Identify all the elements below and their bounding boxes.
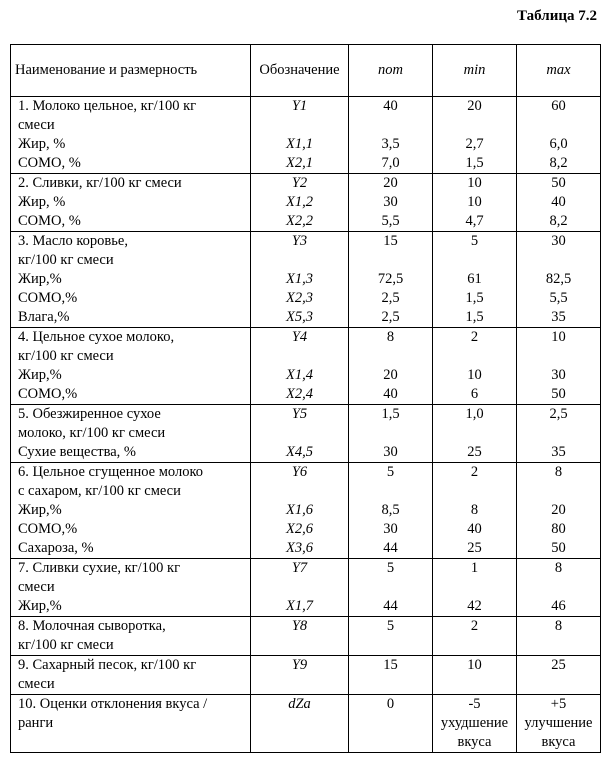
cell-text: 20 bbox=[383, 367, 398, 383]
cell-text: 10 bbox=[467, 657, 482, 673]
cell-spacer bbox=[437, 116, 512, 135]
symbol-cell bbox=[251, 559, 349, 617]
cell-text: улучшение bbox=[524, 715, 593, 731]
cell-text: 5. Обезжиренное сухое bbox=[18, 406, 161, 422]
cell-text: 5,5 bbox=[549, 290, 568, 306]
cell-text: +5 bbox=[550, 696, 567, 712]
cell-spacer bbox=[521, 347, 596, 366]
cell-text: 10 bbox=[467, 194, 482, 210]
cell-spacer bbox=[437, 424, 512, 443]
min-cell bbox=[433, 695, 517, 753]
cell-text: СОМО,% bbox=[18, 521, 78, 537]
table-row bbox=[11, 617, 601, 656]
symbol-cell bbox=[251, 97, 349, 174]
cell-text: Y5 bbox=[291, 406, 308, 422]
cell-text: 1. Молоко цельное, кг/100 кг bbox=[18, 98, 197, 114]
cell-spacer bbox=[255, 675, 344, 694]
cell-text: вкуса bbox=[457, 734, 492, 750]
name-cell bbox=[11, 174, 251, 232]
cell-text: Y4 bbox=[291, 329, 308, 345]
cell-text: 20 bbox=[551, 502, 566, 518]
name-cell bbox=[11, 559, 251, 617]
cell-text: смеси bbox=[18, 676, 55, 692]
cell-text: 30 bbox=[551, 367, 566, 383]
cell-text: 8,2 bbox=[549, 213, 568, 229]
max-cell bbox=[517, 174, 601, 232]
cell-spacer bbox=[437, 636, 512, 655]
min-cell bbox=[433, 463, 517, 559]
min-cell bbox=[433, 97, 517, 174]
cell-spacer bbox=[521, 675, 596, 694]
symbol-cell bbox=[251, 463, 349, 559]
cell-text: X2,6 bbox=[286, 521, 313, 537]
cell-text: 5,5 bbox=[381, 213, 400, 229]
cell-text: 9. Сахарный песок, кг/100 кг bbox=[18, 657, 197, 673]
table-row bbox=[11, 174, 601, 232]
cell-text: 44 bbox=[383, 598, 398, 614]
cell-text: 2,5 bbox=[381, 290, 400, 306]
nom-cell bbox=[349, 617, 433, 656]
cell-text: кг/100 кг смеси bbox=[18, 637, 114, 653]
cell-text: X2,2 bbox=[286, 213, 313, 229]
cell-text: 2,7 bbox=[465, 136, 484, 152]
symbol-cell bbox=[251, 695, 349, 753]
symbol-cell bbox=[251, 405, 349, 463]
symbol-cell bbox=[251, 617, 349, 656]
cell-text: Жир,% bbox=[18, 598, 62, 614]
cell-text: Y2 bbox=[291, 175, 308, 191]
cell-spacer bbox=[255, 424, 344, 443]
cell-spacer bbox=[437, 482, 512, 501]
table-row bbox=[11, 463, 601, 559]
cell-text: Сахароза, % bbox=[18, 540, 94, 556]
cell-spacer bbox=[255, 347, 344, 366]
cell-spacer bbox=[521, 116, 596, 135]
name-cell bbox=[11, 232, 251, 328]
cell-text: 7. Сливки сухие, кг/100 кг bbox=[18, 560, 181, 576]
cell-spacer bbox=[521, 251, 596, 270]
cell-text: 42 bbox=[467, 598, 482, 614]
cell-text: 35 bbox=[551, 309, 566, 325]
name-cell bbox=[11, 656, 251, 695]
cell-text: 8 bbox=[554, 618, 563, 634]
cell-text: 0 bbox=[386, 696, 395, 712]
table-row bbox=[11, 695, 601, 753]
cell-text: 8,2 bbox=[549, 155, 568, 171]
cell-spacer bbox=[353, 116, 428, 135]
cell-text: X2,1 bbox=[286, 155, 313, 171]
cell-text: Жир,% bbox=[18, 502, 62, 518]
cell-spacer bbox=[353, 347, 428, 366]
cell-text: СОМО, % bbox=[18, 213, 81, 229]
cell-text: 50 bbox=[551, 175, 566, 191]
cell-text: Y1 bbox=[291, 98, 308, 114]
nom-cell bbox=[349, 97, 433, 174]
cell-text: 1,5 bbox=[465, 290, 484, 306]
cell-text: 15 bbox=[383, 657, 398, 673]
cell-text: 2 bbox=[470, 464, 479, 480]
cell-text: X5,3 bbox=[286, 309, 313, 325]
symbol-cell bbox=[251, 656, 349, 695]
cell-text: 50 bbox=[551, 540, 566, 556]
cell-text: 50 bbox=[551, 386, 566, 402]
cell-text: X4,5 bbox=[286, 444, 313, 460]
cell-text: 1,5 bbox=[465, 155, 484, 171]
name-cell bbox=[11, 328, 251, 405]
cell-text: 1,0 bbox=[465, 406, 484, 422]
cell-text: 25 bbox=[467, 444, 482, 460]
cell-text: 8 bbox=[554, 464, 563, 480]
cell-spacer bbox=[521, 578, 596, 597]
cell-text: 20 bbox=[383, 175, 398, 191]
cell-text: 25 bbox=[551, 657, 566, 673]
cell-text: СОМО, % bbox=[18, 155, 81, 171]
min-cell bbox=[433, 174, 517, 232]
table-row bbox=[11, 656, 601, 695]
cell-text: смеси bbox=[18, 117, 55, 133]
cell-text: 3,5 bbox=[381, 136, 400, 152]
cell-text: Y3 bbox=[291, 233, 308, 249]
cell-text: Влага,% bbox=[18, 309, 70, 325]
cell-text: X3,6 bbox=[286, 540, 313, 556]
cell-text: 2,5 bbox=[549, 406, 568, 422]
cell-text: 44 bbox=[383, 540, 398, 556]
cell-text: смеси bbox=[18, 579, 55, 595]
cell-spacer bbox=[255, 116, 344, 135]
name-cell bbox=[11, 405, 251, 463]
cell-text: с сахаром, кг/100 кг смеси bbox=[18, 483, 181, 499]
cell-text: X1,2 bbox=[286, 194, 313, 210]
cell-text: 40 bbox=[551, 194, 566, 210]
nom-cell bbox=[349, 405, 433, 463]
max-cell bbox=[517, 232, 601, 328]
max-cell bbox=[517, 617, 601, 656]
header-max: max bbox=[517, 45, 601, 97]
cell-text: Y9 bbox=[291, 657, 308, 673]
symbol-cell bbox=[251, 174, 349, 232]
cell-text: кг/100 кг смеси bbox=[18, 252, 114, 268]
cell-text: 2 bbox=[470, 618, 479, 634]
cell-text: dZa bbox=[288, 696, 311, 712]
header-nom: nom bbox=[349, 45, 433, 97]
max-cell bbox=[517, 656, 601, 695]
min-cell bbox=[433, 656, 517, 695]
cell-spacer bbox=[353, 636, 428, 655]
cell-text: 8 bbox=[386, 329, 395, 345]
cell-spacer bbox=[353, 714, 428, 733]
cell-spacer bbox=[255, 578, 344, 597]
cell-text: Сухие вещества, % bbox=[18, 444, 136, 460]
cell-text: 80 bbox=[551, 521, 566, 537]
name-cell bbox=[11, 463, 251, 559]
cell-text: 61 bbox=[467, 271, 482, 287]
max-cell bbox=[517, 559, 601, 617]
max-cell bbox=[517, 97, 601, 174]
header-symbol: Обозначение bbox=[251, 45, 349, 97]
cell-text: молоко, кг/100 кг смеси bbox=[18, 425, 166, 441]
cell-text: 46 bbox=[551, 598, 566, 614]
nom-cell bbox=[349, 328, 433, 405]
cell-spacer bbox=[437, 251, 512, 270]
min-cell bbox=[433, 232, 517, 328]
cell-text: 5 bbox=[386, 464, 395, 480]
cell-spacer bbox=[255, 251, 344, 270]
cell-text: ранги bbox=[18, 715, 54, 731]
cell-spacer bbox=[255, 636, 344, 655]
cell-text: 5 bbox=[386, 618, 395, 634]
cell-spacer bbox=[255, 714, 344, 733]
symbol-cell bbox=[251, 328, 349, 405]
cell-text: кг/100 кг смеси bbox=[18, 348, 114, 364]
cell-text: Жир,% bbox=[18, 367, 62, 383]
cell-spacer bbox=[437, 347, 512, 366]
cell-text: 1 bbox=[470, 560, 479, 576]
max-cell bbox=[517, 695, 601, 753]
symbol-cell bbox=[251, 232, 349, 328]
cell-text: Y6 bbox=[291, 464, 308, 480]
cell-text: 82,5 bbox=[545, 271, 572, 287]
min-cell bbox=[433, 617, 517, 656]
cell-text: 6,0 bbox=[549, 136, 568, 152]
max-cell bbox=[517, 328, 601, 405]
header-name: Наименование и размерность bbox=[11, 45, 251, 97]
min-cell bbox=[433, 559, 517, 617]
cell-spacer bbox=[255, 482, 344, 501]
nom-cell bbox=[349, 174, 433, 232]
cell-text: X1,1 bbox=[286, 136, 313, 152]
cell-spacer bbox=[353, 251, 428, 270]
cell-text: 1,5 bbox=[381, 406, 400, 422]
cell-spacer bbox=[353, 578, 428, 597]
max-cell bbox=[517, 463, 601, 559]
min-cell bbox=[433, 405, 517, 463]
cell-text: 60 bbox=[551, 98, 566, 114]
cell-spacer bbox=[353, 675, 428, 694]
cell-text: 8. Молочная сыворотка, bbox=[18, 618, 166, 634]
cell-text: 2,5 bbox=[381, 309, 400, 325]
max-cell bbox=[517, 405, 601, 463]
table-row bbox=[11, 405, 601, 463]
name-cell bbox=[11, 617, 251, 656]
cell-text: 72,5 bbox=[377, 271, 404, 287]
table-row bbox=[11, 559, 601, 617]
nom-cell bbox=[349, 695, 433, 753]
name-cell bbox=[11, 695, 251, 753]
nom-cell bbox=[349, 559, 433, 617]
cell-text: X1,7 bbox=[286, 598, 313, 614]
cell-text: СОМО,% bbox=[18, 290, 78, 306]
cell-text: 40 bbox=[467, 521, 482, 537]
cell-text: 4,7 bbox=[465, 213, 484, 229]
cell-text: вкуса bbox=[541, 734, 576, 750]
cell-text: 4. Цельное сухое молоко, bbox=[18, 329, 175, 345]
cell-spacer bbox=[521, 424, 596, 443]
cell-text: 20 bbox=[467, 98, 482, 114]
cell-text: 10 bbox=[551, 329, 566, 345]
cell-text: ухудшение bbox=[440, 715, 509, 731]
cell-text: 5 bbox=[386, 560, 395, 576]
cell-spacer bbox=[353, 482, 428, 501]
cell-text: -5 bbox=[468, 696, 481, 712]
cell-text: 8,5 bbox=[381, 502, 400, 518]
table-row bbox=[11, 232, 601, 328]
table-row bbox=[11, 328, 601, 405]
name-cell bbox=[11, 97, 251, 174]
cell-text: 35 bbox=[551, 444, 566, 460]
cell-text: Жир,% bbox=[18, 271, 62, 287]
table-row bbox=[11, 97, 601, 174]
cell-text: 10 bbox=[467, 367, 482, 383]
cell-text: 5 bbox=[470, 233, 479, 249]
cell-text: 7,0 bbox=[381, 155, 400, 171]
cell-text: 8 bbox=[554, 560, 563, 576]
cell-text: 8 bbox=[470, 502, 479, 518]
cell-text: 1,5 bbox=[465, 309, 484, 325]
cell-text: 30 bbox=[383, 194, 398, 210]
cell-text: X1,3 bbox=[286, 271, 313, 287]
cell-text: X2,3 bbox=[286, 290, 313, 306]
cell-text: 6 bbox=[470, 386, 479, 402]
cell-text: 30 bbox=[383, 521, 398, 537]
cell-text: X1,6 bbox=[286, 502, 313, 518]
cell-text: Y8 bbox=[291, 618, 308, 634]
cell-spacer bbox=[353, 424, 428, 443]
data-table bbox=[10, 44, 601, 753]
cell-text: 40 bbox=[383, 386, 398, 402]
cell-spacer bbox=[521, 482, 596, 501]
cell-text: 30 bbox=[383, 444, 398, 460]
cell-text: 2 bbox=[470, 329, 479, 345]
nom-cell bbox=[349, 656, 433, 695]
cell-text: 2. Сливки, кг/100 кг смеси bbox=[18, 175, 182, 191]
nom-cell bbox=[349, 232, 433, 328]
cell-text: Жир, % bbox=[18, 136, 66, 152]
nom-cell bbox=[349, 463, 433, 559]
cell-text: 10 bbox=[467, 175, 482, 191]
cell-text: 25 bbox=[467, 540, 482, 556]
cell-text: СОМО,% bbox=[18, 386, 78, 402]
cell-text: 40 bbox=[383, 98, 398, 114]
cell-text: Y7 bbox=[291, 560, 308, 576]
cell-spacer bbox=[521, 636, 596, 655]
cell-text: 10. Оценки отклонения вкуса / bbox=[18, 696, 208, 712]
cell-text: 30 bbox=[551, 233, 566, 249]
header-min: min bbox=[433, 45, 517, 97]
min-cell bbox=[433, 328, 517, 405]
cell-text: 3. Масло коровье, bbox=[18, 233, 128, 249]
table-caption: Таблица 7.2 bbox=[517, 8, 597, 24]
cell-text: X1,4 bbox=[286, 367, 313, 383]
cell-text: 15 bbox=[383, 233, 398, 249]
cell-spacer bbox=[437, 675, 512, 694]
cell-text: 6. Цельное сгущенное молоко bbox=[18, 464, 204, 480]
cell-text: Жир, % bbox=[18, 194, 66, 210]
cell-spacer bbox=[437, 578, 512, 597]
header-row bbox=[11, 45, 601, 97]
cell-text: X2,4 bbox=[286, 386, 313, 402]
